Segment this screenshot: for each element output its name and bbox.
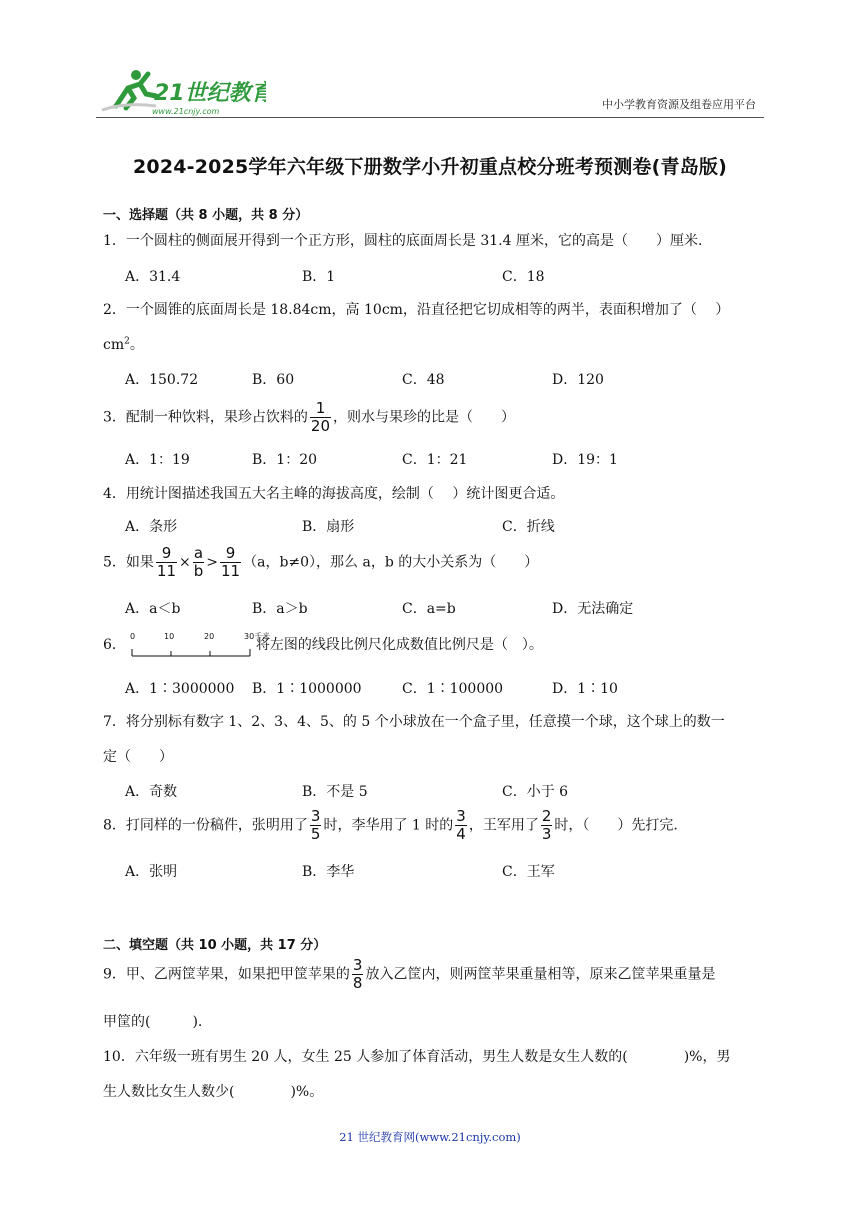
q6-option-b: B．1∶1000000: [252, 681, 362, 697]
q4-option-a: A．条形: [125, 519, 178, 535]
question-2-line-1: 2．一个圆锥的底面周长是 18.84cm，高 10cm，沿直径把它切成相等的两半，表面积增加了（ ）: [103, 302, 730, 318]
q5-option-c: C．a=b: [402, 601, 456, 617]
question-10-line-2: 生人数比女生人数少( )%。: [103, 1084, 324, 1100]
running-man-logo-icon: [96, 66, 266, 116]
question-9-line-1: 9．甲、乙两筐苹果，如果把甲筐苹果的 $\frac{3}{8}$ 放入乙筐内，则两筐苹果重量相等，原来乙筐苹果重量是: [103, 956, 716, 992]
site-logo: [96, 66, 266, 116]
logo-brand: 21世纪教育: [154, 81, 266, 106]
q8-option-b: B．李华: [302, 864, 355, 880]
question-5-text: 5．如果 $\frac{9}{11}$ × $\frac{a}{b}$ > $\frac{9}{11}$ （a，b≠0），那么 a，b 的大小关系为（ ）: [103, 544, 539, 580]
header-divider: [96, 117, 764, 118]
q6-option-d: D．1∶10: [552, 681, 618, 697]
q5-option-b: B．a＞b: [252, 601, 308, 617]
q1-option-c: C．18: [502, 269, 545, 285]
scale-tick-30: 30千米: [243, 632, 271, 641]
q1-option-a: A．31.4: [125, 269, 181, 285]
q3-option-a: A．1：19: [125, 452, 190, 468]
section-1-heading: 一、选择题（共 8 小题，共 8 分）: [103, 208, 309, 223]
question-7-line-2: 定（ ）: [103, 749, 173, 765]
exam-title: 2024-2025学年六年级下册数学小升初重点校分班考预测卷(青岛版): [132, 156, 728, 178]
question-8-text: 8．打同样的一份稿件，张明用了 $\frac{3}{5}$ 时，李华用了 1 时的 $\frac{3}{4}$ ，王军用了 $\frac{2}{3}$ 时，（ ）先打完.: [103, 807, 678, 843]
q2-option-d: D．120: [552, 372, 604, 388]
q7-option-b: B．不是 5: [302, 784, 368, 800]
question-9-line-2: 甲筐的( ).: [103, 1014, 203, 1030]
question-7-line-1: 7．将分别标有数字 1、2、3、4、5、的 5 个小球放在一个盒子里，任意摸一个球，这个球上的数一: [103, 714, 725, 730]
q5-option-d: D．无法确定: [552, 601, 634, 617]
q7-option-c: C．小于 6: [502, 784, 569, 800]
question-2-line-2: $cm^2$。: [103, 336, 144, 353]
q1-option-b: B．1: [302, 269, 336, 285]
q3-option-d: D．19：1: [552, 452, 618, 468]
q7-option-a: A．奇数: [125, 784, 178, 800]
question-4-text: 4．用统计图描述我国五大名主峰的海拔高度，绘制（ ）统计图更合适。: [103, 486, 565, 502]
q8-option-c: C．王军: [502, 864, 555, 880]
q2-option-a: A．150.72: [125, 372, 199, 388]
scale-tick-0: 0: [129, 632, 136, 641]
q2-option-c: C．48: [402, 372, 445, 388]
question-6-text: 6． 0 10 20 30千米 将左图的线段比例尺化成数值比例尺是（ ）。: [103, 630, 543, 660]
q2-option-b: B．60: [252, 372, 295, 388]
fraction-1-20: $\frac{1}{20}$: [310, 399, 331, 435]
question-1-text: 1．一个圆柱的侧面展开得到一个正方形，圆柱的底面周长是 31.4 厘米，它的高是（ ）厘米.: [103, 233, 703, 249]
q3-option-b: B．1：20: [252, 452, 318, 468]
section-2-heading: 二、填空题（共 10 小题，共 17 分）: [103, 938, 327, 953]
q3-option-c: C．1：21: [402, 452, 468, 468]
q6-option-a: A．1∶3000000: [125, 681, 235, 697]
question-3-text: 3．配制一种饮料，果珍占饮料的 $\frac{1}{20}$ ，则水与果珍的比是（ ）: [103, 399, 516, 435]
q4-option-c: C．折线: [502, 519, 555, 535]
question-10-line-1: 10．六年级一班有男生 20 人，女生 25 人参加了体育活动，男生人数是女生人数的( )%，男: [103, 1049, 731, 1065]
q6-option-c: C．1∶100000: [402, 681, 504, 697]
q5-option-a: A．a＜b: [125, 601, 181, 617]
page-footer: 21 世纪教育网(www.21cnjy.com): [339, 1130, 521, 1144]
line-scale-diagram: [130, 630, 280, 660]
logo-url: www.21cnjy.com: [152, 107, 220, 116]
platform-name: 中小学教育资源及组卷应用平台: [602, 98, 756, 111]
q8-option-a: A．张明: [125, 864, 178, 880]
q4-option-b: B．扇形: [302, 519, 355, 535]
scale-tick-20: 20: [203, 632, 215, 641]
scale-tick-10: 10: [163, 632, 175, 641]
